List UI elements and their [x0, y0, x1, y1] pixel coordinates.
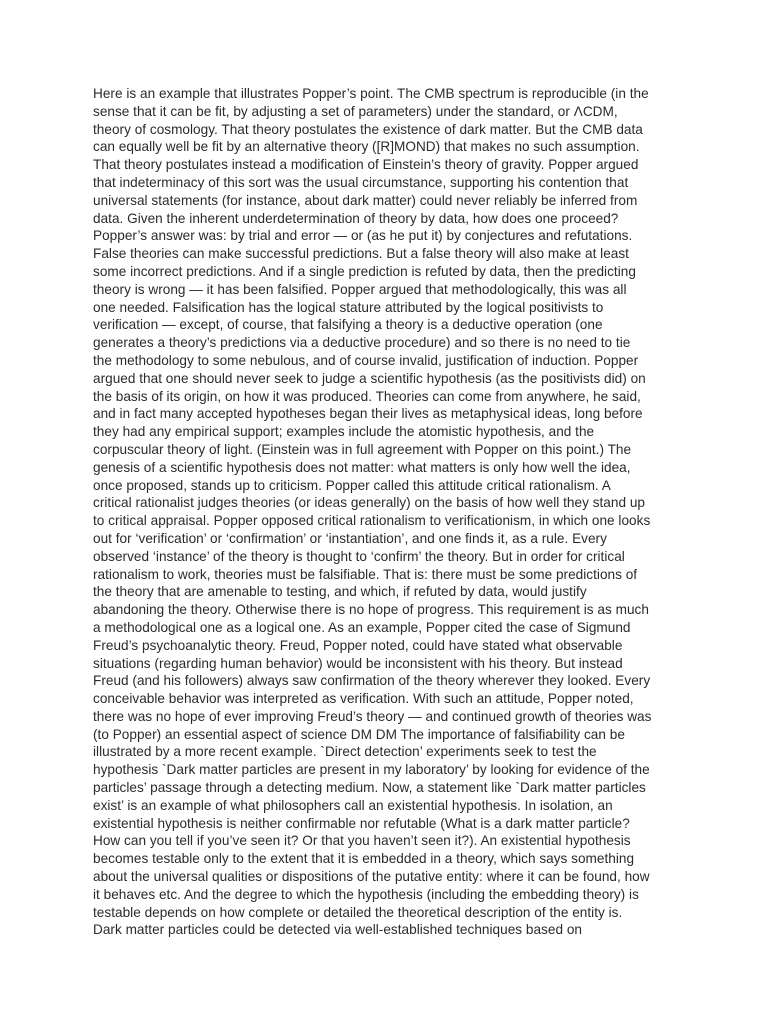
- text-line: the theory that are amenable to testing, and which, if refuted by data, would justify: [93, 584, 587, 600]
- text-line: Popper’s answer was: by trial and error — or (as he put it) by conjectures and refutations.: [93, 228, 633, 244]
- text-line: some incorrect predictions. And if a single prediction is refuted by data, then the predicting: [93, 263, 636, 279]
- text-line: to critical appraisal. Popper opposed critical rationalism to verificationism, in which one looks: [93, 513, 651, 529]
- text-line: verification — except, of course, that falsifying a theory is a deductive operation (one: [93, 317, 603, 333]
- text-line: once proposed, stands up to criticism. Popper called this attitude critical rationalism. A: [93, 477, 611, 493]
- text-line: there was no hope of ever improving Freud’s theory — and continued growth of theories was: [93, 708, 652, 724]
- text-line: that indeterminacy of this sort was the usual circumstance, supporting his contention that: [93, 174, 629, 190]
- text-line: Here is an example that illustrates Popper’s point. The CMB spectrum is reproducible (in the: [93, 86, 649, 101]
- text-line: theory of cosmology. That theory postulates the existence of dark matter. But the CMB data: [93, 121, 643, 137]
- text-line: Freud’s psychoanalytic theory. Freud, Popper noted, could have stated what observable: [93, 637, 623, 653]
- text-line: generates a theory’s predictions via a deductive procedure) and so there is no need to tie: [93, 335, 631, 351]
- text-line: Dark matter particles could be detected via well-established techniques based on: [93, 922, 582, 938]
- body-paragraph: [93, 85, 683, 939]
- text-line: testable depends on how complete or detailed the theoretical description of the entity is.: [93, 904, 623, 920]
- text-line: exist’ is an example of what philosophers call an existential hypothesis. In isolation, an: [93, 797, 613, 813]
- text-line: Freud (and his followers) always saw confirmation of the theory wherever they looked. Every: [93, 673, 651, 689]
- text-line: theory is wrong — it has been falsified. Popper argued that methodologically, this was all: [93, 281, 627, 297]
- text-line: abandoning the theory. Otherwise there is no hope of progress. This requirement is as much: [93, 602, 649, 618]
- text-line: it behaves etc. And the degree to which the hypothesis (including the embedding theory) is: [93, 886, 639, 902]
- text-line: sense that it can be fit, by adjusting a set of parameters) under the standard, or ΛCDM,: [93, 103, 618, 119]
- text-line: How can you tell if you’ve seen it? Or that you haven’t seen it?). An existential hypothesis: [93, 833, 631, 849]
- text-line: conceivable behavior was interpreted as verification. With such an attitude, Popper noted,: [93, 691, 634, 707]
- text-line: (to Popper) an essential aspect of science DM DM The importance of falsifiability can be: [93, 726, 625, 742]
- text-line: a methodological one as a logical one. As an example, Popper cited the case of Sigmund: [93, 619, 631, 635]
- text-line: observed ‘instance’ of the theory is thought to ‘confirm’ the theory. But in order for critical: [93, 548, 625, 564]
- text-line: critical rationalist judges theories (or ideas generally) on the basis of how well they stand up: [93, 495, 646, 511]
- text-line: universal statements (for instance, about dark matter) could never reliably be inferred from: [93, 192, 638, 208]
- text-line: they had any empirical support; examples include the atomistic hypothesis, and the: [93, 424, 595, 440]
- text-line: the methodology to some nebulous, and of course invalid, justification of induction. Popper: [93, 352, 639, 368]
- text-line: data. Given the inherent underdetermination of theory by data, how does one proceed?: [93, 210, 619, 226]
- text-line: rationalism to work, theories must be falsifiable. That is: there must be some predictions of: [93, 566, 638, 582]
- text-line: and in fact many accepted hypotheses began their lives as metaphysical ideas, long before: [93, 406, 643, 422]
- text-line: situations (regarding human behavior) would be inconsistent with his theory. But instead: [93, 655, 623, 671]
- text-line: particles’ passage through a detecting medium. Now, a statement like `Dark matter particles: [93, 780, 646, 796]
- text-line: about the universal qualities or dispositions of the putative entity: where it can be found, how: [93, 869, 650, 885]
- text-line: genesis of a scientific hypothesis does not matter: what matters is only how well the idea,: [93, 459, 631, 475]
- text-line: corpuscular theory of light. (Einstein was in full agreement with Popper on this point.) The: [93, 441, 632, 457]
- text-line: illustrated by a more recent example. `Direct detection’ experiments seek to test the: [93, 744, 597, 760]
- text-line: hypothesis `Dark matter particles are present in my laboratory’ by looking for evidence of the: [93, 762, 650, 778]
- text-line: False theories can make successful predictions. But a false theory will also make at least: [93, 246, 629, 262]
- text-line: existential hypothesis is neither confirmable nor refutable (What is a dark matter particle?: [93, 815, 630, 831]
- text-line: the basis of its origin, on how it was produced. Theories can come from anywhere, he said,: [93, 388, 641, 404]
- text-line: can equally well be fit by an alternative theory ([R]MOND) that makes no such assumption.: [93, 139, 640, 155]
- text-line: one needed. Falsification has the logical stature attributed by the logical positivists to: [93, 299, 604, 315]
- text-line: That theory postulates instead a modification of Einstein’s theory of gravity. Popper argued: [93, 157, 639, 173]
- text-line: out for ‘verification’ or ‘confirmation’ or ‘instantiation’, and one finds it, as a rule. Every: [93, 530, 607, 546]
- text-line: becomes testable only to the extent that it is embedded in a theory, which says something: [93, 851, 635, 867]
- text-line: argued that one should never seek to judge a scientific hypothesis (as the positivists did) on: [93, 370, 646, 386]
